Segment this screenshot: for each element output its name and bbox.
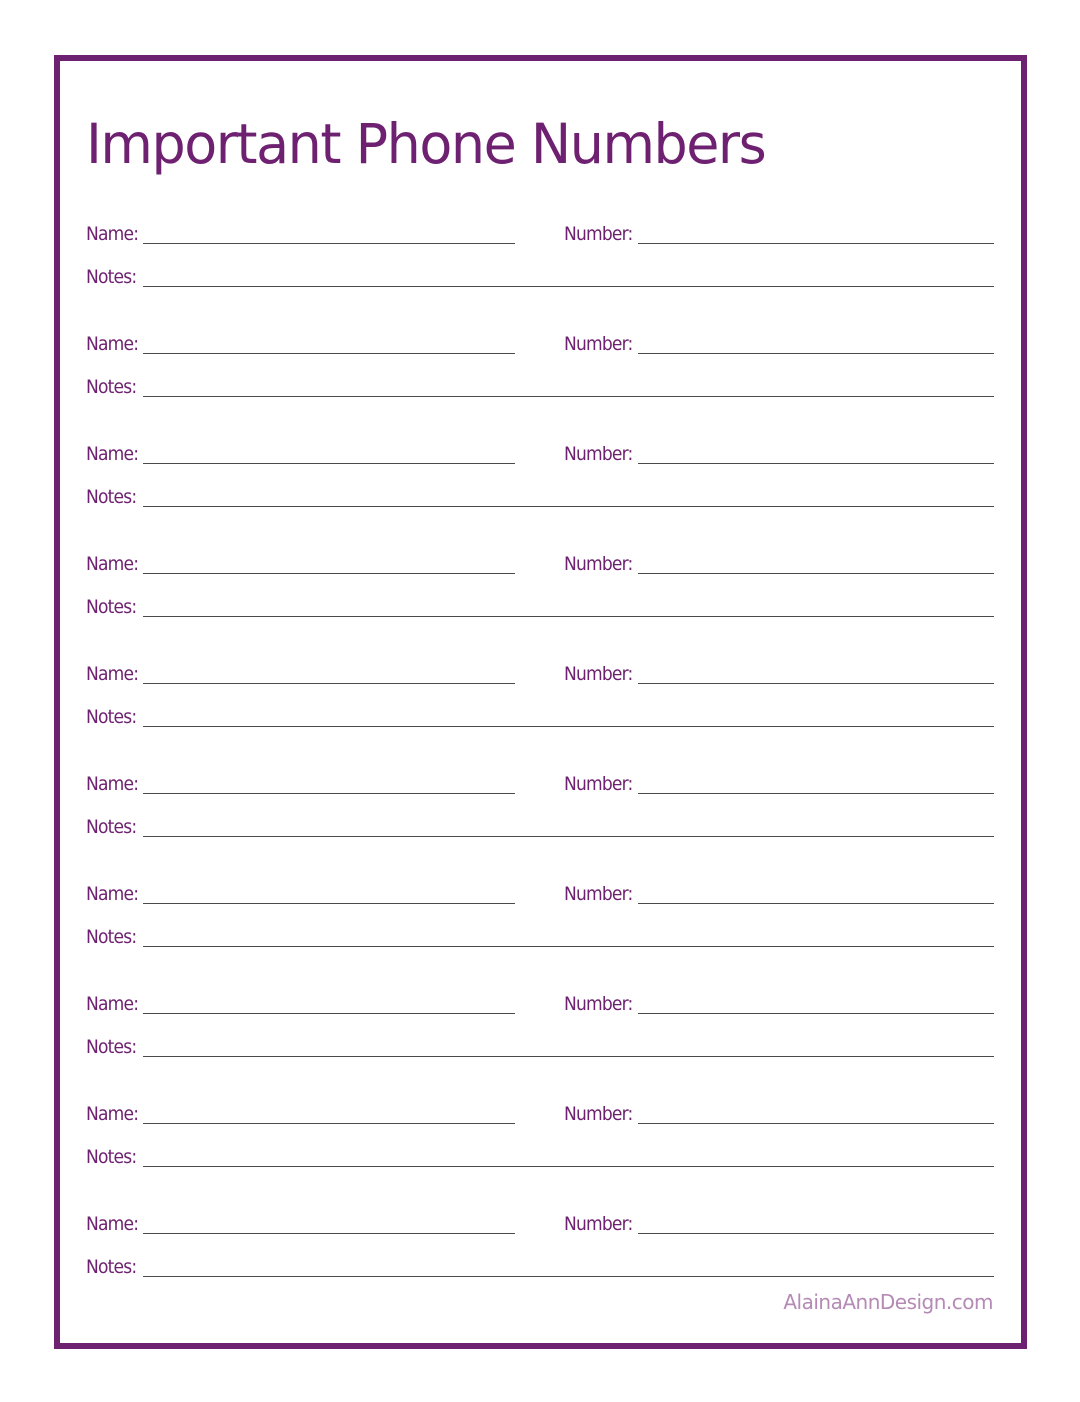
notes-field[interactable]	[143, 946, 994, 947]
entry	[86, 322, 994, 432]
name-label: Name:	[86, 883, 139, 905]
entry-notes-row	[86, 365, 994, 399]
number-label: Number:	[564, 1103, 633, 1125]
notes-label: Notes:	[86, 376, 137, 398]
notes-field[interactable]	[143, 396, 994, 397]
entry	[86, 212, 994, 322]
notes-field[interactable]	[143, 1056, 994, 1057]
notes-label: Notes:	[86, 706, 137, 728]
number-label: Number:	[564, 553, 633, 575]
number-field[interactable]	[638, 793, 994, 794]
name-field[interactable]	[143, 1233, 515, 1234]
notes-field[interactable]	[143, 286, 994, 287]
name-label: Name:	[86, 443, 139, 465]
entry	[86, 872, 994, 982]
number-label: Number:	[564, 223, 633, 245]
name-label: Name:	[86, 1103, 139, 1125]
notes-label: Notes:	[86, 596, 137, 618]
name-field[interactable]	[143, 573, 515, 574]
number-label: Number:	[564, 1213, 633, 1235]
entry-top-row	[86, 872, 994, 906]
page-title: Important Phone Numbers	[86, 112, 766, 176]
name-field[interactable]	[143, 683, 515, 684]
entry-top-row	[86, 1092, 994, 1126]
notes-label: Notes:	[86, 486, 137, 508]
name-label: Name:	[86, 333, 139, 355]
entry	[86, 652, 994, 762]
entry-notes-row	[86, 255, 994, 289]
entry-notes-row	[86, 915, 994, 949]
entry-notes-row	[86, 1135, 994, 1169]
entry	[86, 1092, 994, 1202]
entry-top-row	[86, 652, 994, 686]
entry-top-row	[86, 432, 994, 466]
number-label: Number:	[564, 333, 633, 355]
notes-field[interactable]	[143, 1276, 994, 1277]
name-field[interactable]	[143, 243, 515, 244]
entry-notes-row	[86, 805, 994, 839]
number-label: Number:	[564, 993, 633, 1015]
notes-label: Notes:	[86, 926, 137, 948]
notes-field[interactable]	[143, 726, 994, 727]
footer-website: AlainaAnnDesign.com	[783, 1290, 993, 1314]
entry-top-row	[86, 542, 994, 576]
notes-field[interactable]	[143, 1166, 994, 1167]
number-field[interactable]	[638, 573, 994, 574]
name-label: Name:	[86, 773, 139, 795]
name-label: Name:	[86, 553, 139, 575]
number-label: Number:	[564, 443, 633, 465]
entry-notes-row	[86, 1245, 994, 1279]
number-label: Number:	[564, 883, 633, 905]
entry-notes-row	[86, 1025, 994, 1059]
entry-notes-row	[86, 585, 994, 619]
notes-label: Notes:	[86, 1256, 137, 1278]
name-label: Name:	[86, 223, 139, 245]
number-field[interactable]	[638, 463, 994, 464]
entry-top-row	[86, 1202, 994, 1236]
notes-label: Notes:	[86, 816, 137, 838]
entries-list	[86, 212, 994, 1312]
notes-label: Notes:	[86, 266, 137, 288]
notes-field[interactable]	[143, 616, 994, 617]
number-field[interactable]	[638, 243, 994, 244]
number-label: Number:	[564, 663, 633, 685]
notes-field[interactable]	[143, 506, 994, 507]
entry	[86, 542, 994, 652]
entry	[86, 432, 994, 542]
notes-label: Notes:	[86, 1036, 137, 1058]
notes-label: Notes:	[86, 1146, 137, 1168]
entry	[86, 762, 994, 872]
number-field[interactable]	[638, 1233, 994, 1234]
entry-top-row	[86, 322, 994, 356]
entry-notes-row	[86, 475, 994, 509]
name-label: Name:	[86, 1213, 139, 1235]
number-label: Number:	[564, 773, 633, 795]
entry-top-row	[86, 982, 994, 1016]
entry-top-row	[86, 762, 994, 796]
name-field[interactable]	[143, 793, 515, 794]
notes-field[interactable]	[143, 836, 994, 837]
number-field[interactable]	[638, 683, 994, 684]
number-field[interactable]	[638, 903, 994, 904]
number-field[interactable]	[638, 1123, 994, 1124]
name-field[interactable]	[143, 1013, 515, 1014]
name-label: Name:	[86, 993, 139, 1015]
entry	[86, 982, 994, 1092]
name-field[interactable]	[143, 463, 515, 464]
name-field[interactable]	[143, 1123, 515, 1124]
number-field[interactable]	[638, 353, 994, 354]
entry-top-row	[86, 212, 994, 246]
entry-notes-row	[86, 695, 994, 729]
name-field[interactable]	[143, 353, 515, 354]
number-field[interactable]	[638, 1013, 994, 1014]
name-label: Name:	[86, 663, 139, 685]
name-field[interactable]	[143, 903, 515, 904]
